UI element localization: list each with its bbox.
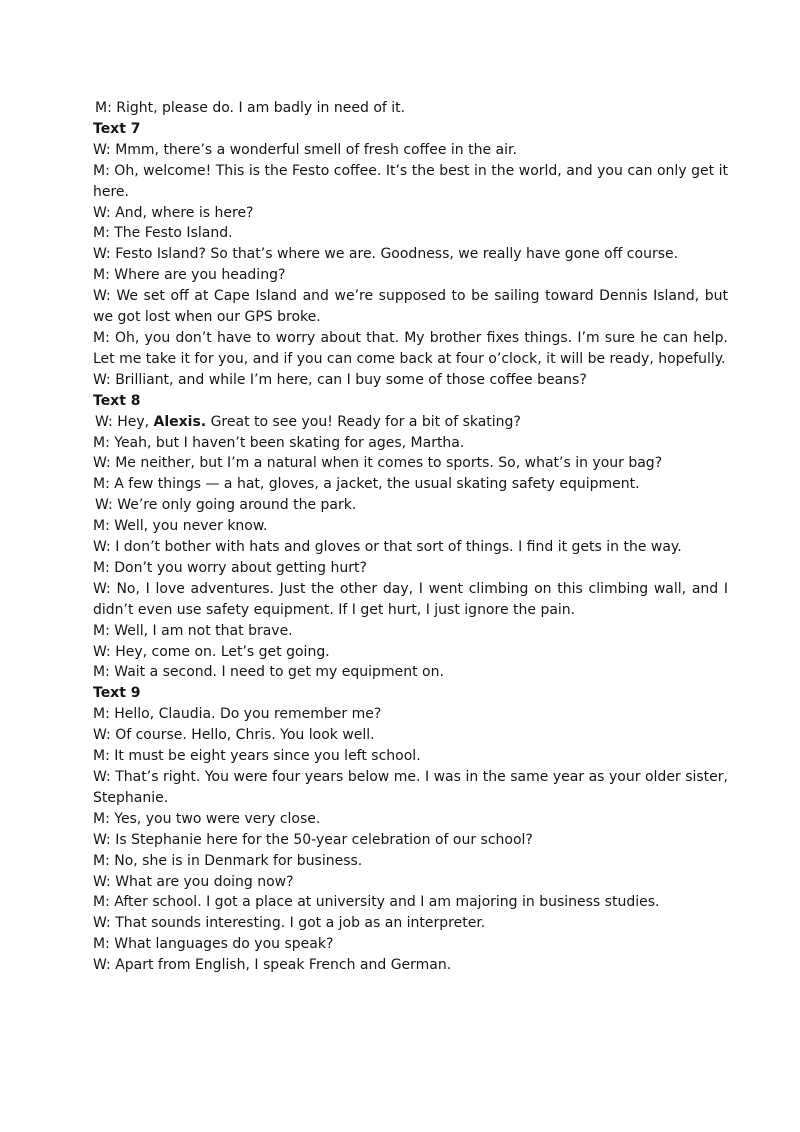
transcript-page (93, 98, 728, 976)
dialogue-line: M: A few things — a hat, gloves, a jacket, the usual skating safety equipment. (93, 476, 640, 493)
intro-line: M: Right, please do. I am badly in need of it. (95, 100, 406, 116)
section-heading-text-9: Text 9 (93, 685, 141, 702)
dialogue-line: W: Brilliant, and while I’m here, can I buy some of those coffee beans? (93, 371, 587, 388)
line-suffix: Great to see you! Ready for a bit of skating? (206, 413, 521, 430)
dialogue-line: W: Festo Island? So that’s where we are. Goodness, we really have gone off course. (93, 246, 679, 263)
dialogue-line: W: We’re only going around the park. (95, 497, 357, 514)
dialogue-line: M: Don’t you worry about getting hurt? (93, 559, 367, 576)
dialogue-line: W: No, I love adventures. Just the other day, I went climbing on this climbing wall, and I didn’t even use safety equipment. If I get hurt, I just ignore the pain. (93, 580, 728, 618)
dialogue-line: M: Well, you never know. (93, 518, 268, 535)
section-heading-text-7: Text 7 (93, 120, 141, 137)
dialogue-line: W: Mmm, there’s a wonderful smell of fresh coffee in the air. (93, 141, 517, 158)
dialogue-line: W: We set off at Cape Island and we’re supposed to be sailing toward Dennis Island, but we got lost when our GPS broke. (93, 288, 728, 326)
dialogue-line: M: Hello, Claudia. Do you remember me? (93, 706, 382, 723)
dialogue-line: M: The Festo Island. (93, 225, 233, 242)
dialogue-line: M: It must be eight years since you left school. (93, 748, 421, 765)
dialogue-line: W: That’s right. You were four years below me. I was in the same year as your older sister, Stephanie. (93, 769, 728, 806)
dialogue-line: W: Is Stephanie here for the 50-year celebration of our school? (93, 831, 533, 848)
dialogue-line: M: Oh, you don’t have to worry about that. My brother fixes things. I’m sure he can help. Let me take it for you, and if you can come back at four o’clock, it will be ready, hopefully. (93, 329, 728, 367)
dialogue-line: W: Me neither, but I’m a natural when it comes to sports. So, what’s in your bag? (93, 455, 663, 472)
dialogue-line: M: Yes, you two were very close. (93, 810, 321, 827)
speaker-name-highlight: Alexis. (153, 413, 207, 430)
line-prefix: W: Hey, (95, 413, 154, 430)
dialogue-line: M: Where are you heading? (93, 267, 286, 284)
dialogue-line: M: Wait a second. I need to get my equipment on. (93, 664, 444, 681)
dialogue-line: M: Yeah, but I haven’t been skating for ages, Martha. (93, 434, 465, 451)
dialogue-line: M: What languages do you speak? (93, 936, 334, 953)
dialogue-line: W: I don’t bother with hats and gloves or that sort of things. I find it gets in the way. (93, 539, 682, 556)
dialogue-line: W: Apart from English, I speak French and German. (93, 957, 452, 974)
dialogue-line: M: Well, I am not that brave. (93, 622, 293, 639)
dialogue-line: W: What are you doing now? (93, 873, 294, 890)
dialogue-line: M: No, she is in Denmark for business. (93, 852, 363, 869)
dialogue-line: W: Of course. Hello, Chris. You look well. (93, 727, 375, 744)
dialogue-line: W: Hey, come on. Let’s get going. (93, 643, 330, 660)
dialogue-line (93, 412, 728, 433)
dialogue-line: W: And, where is here? (93, 204, 254, 221)
dialogue-line: W: That sounds interesting. I got a job as an interpreter. (93, 915, 486, 932)
dialogue-line: M: Oh, welcome! This is the Festo coffee. It’s the best in the world, and you can only get it here. (93, 162, 728, 200)
section-heading-text-8: Text 8 (93, 392, 141, 409)
dialogue-line: M: After school. I got a place at university and I am majoring in business studies. (93, 894, 660, 911)
